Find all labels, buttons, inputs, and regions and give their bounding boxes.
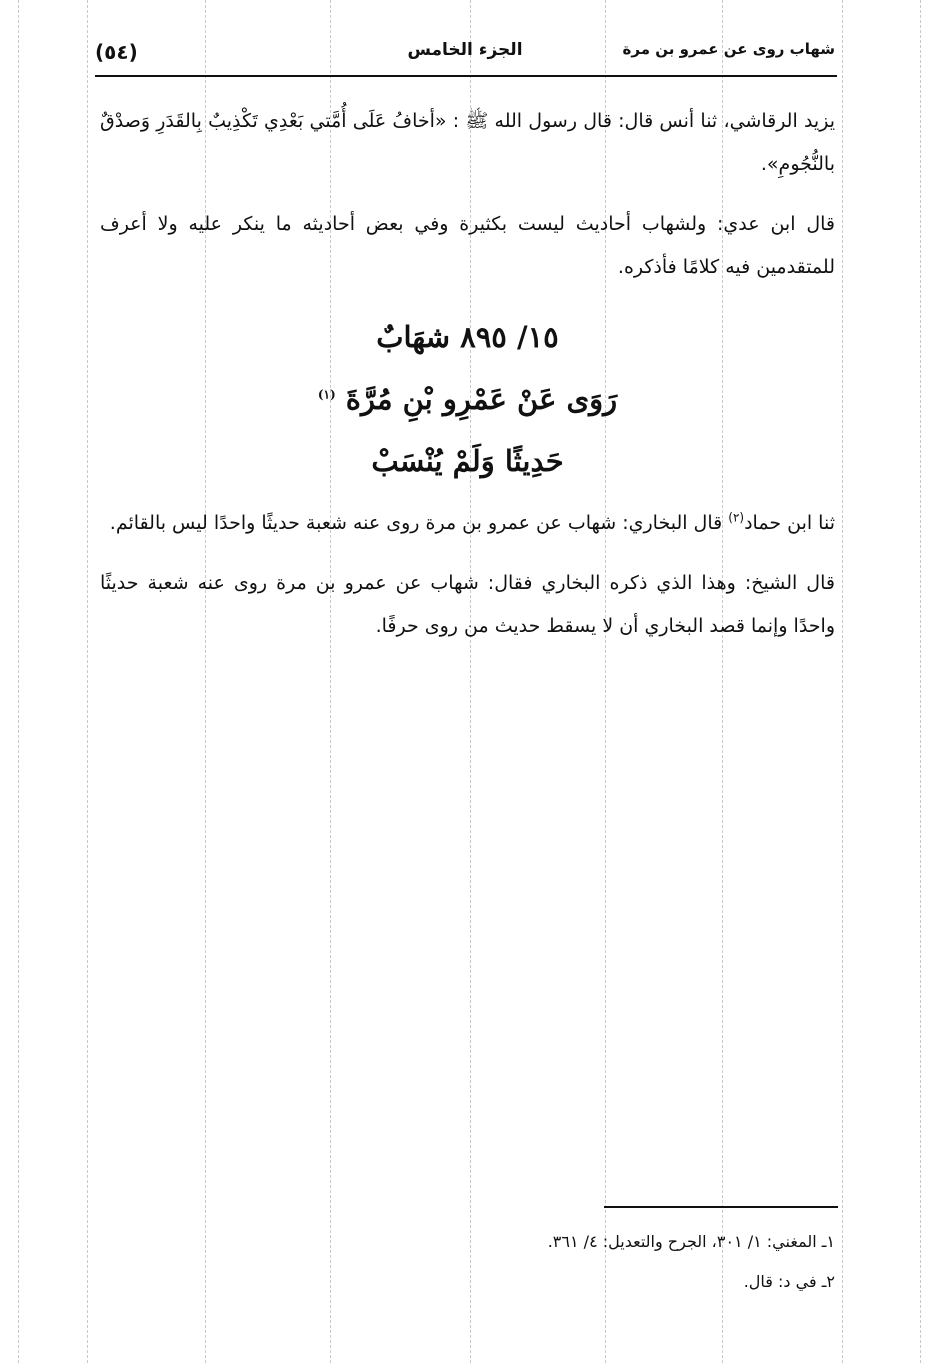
header-rule (95, 75, 837, 77)
paragraph-hadith: يزيد الرقاشي، ثنا أنس قال: قال رسول الله ﷺ : «أخافُ عَلَى أُمَّتي بَعْدِي تَكْذِيبٌ بِالقَدَرِ وَصدْقٌ بالنُّجُومِ». (100, 110, 835, 175)
scan-guide-line (842, 0, 843, 1363)
footnote-marker-1: (١) (317, 387, 336, 402)
footnote-1: ١ـ المغني: ١/ ٣٠١، الجرح والتعديل: ٤/ ٣٦١. (547, 1232, 835, 1251)
footnote-2: ٢ـ في د: قال. (743, 1272, 835, 1291)
page-body (100, 100, 835, 665)
entry-title-line2-text: رَوَى عَنْ عَمْرِو بْنِ مُرَّةَ (345, 382, 618, 416)
page-header (95, 40, 835, 74)
scan-guide-line (18, 0, 19, 1363)
paragraph-bukhari (100, 502, 835, 545)
footnote-rule (604, 1206, 838, 1208)
paragraph-bukhari-start: ثنا ابن حماد (744, 512, 835, 534)
paragraph-bukhari-rest: قال البخاري: شهاب عن عمرو بن مرة روى عنه شعبة حديثًا واحدًا ليس بالقائم. (109, 512, 729, 534)
page-number: (٥٤) (95, 40, 138, 64)
running-title: شهاب روى عن عمرو بن مرة (622, 40, 835, 58)
footnotes (100, 1222, 835, 1302)
footnote-marker-2: (٢) (728, 510, 745, 525)
entry-title-line2 (100, 368, 835, 430)
scan-guide-line (920, 0, 921, 1363)
paragraph-ibn-adi: قال ابن عدي: ولشهاب أحاديث ليست بكثيرة وفي بعض أحاديثه ما ينكر عليه ولا أعرف للمتقدمين فيه كلامًا فأذكره. (100, 213, 835, 278)
paragraph-shaykh: قال الشيخ: وهذا الذي ذكره البخاري فقال: شهاب عن عمرو بن مرة روى عنه شعبة حديثًا واحدًا وإنما قصد البخاري أن لا يسقط حديث من روى حرفًا. (100, 572, 835, 637)
entry-title-line1: ١٥/ ٨٩٥ شهَابٌ (376, 320, 559, 354)
entry-title (100, 306, 835, 492)
scan-guide-line (87, 0, 88, 1363)
volume-label: الجزء الخامس (407, 40, 523, 60)
entry-title-line3: حَدِيثًا وَلَمْ يُنْسَبْ (371, 444, 564, 478)
